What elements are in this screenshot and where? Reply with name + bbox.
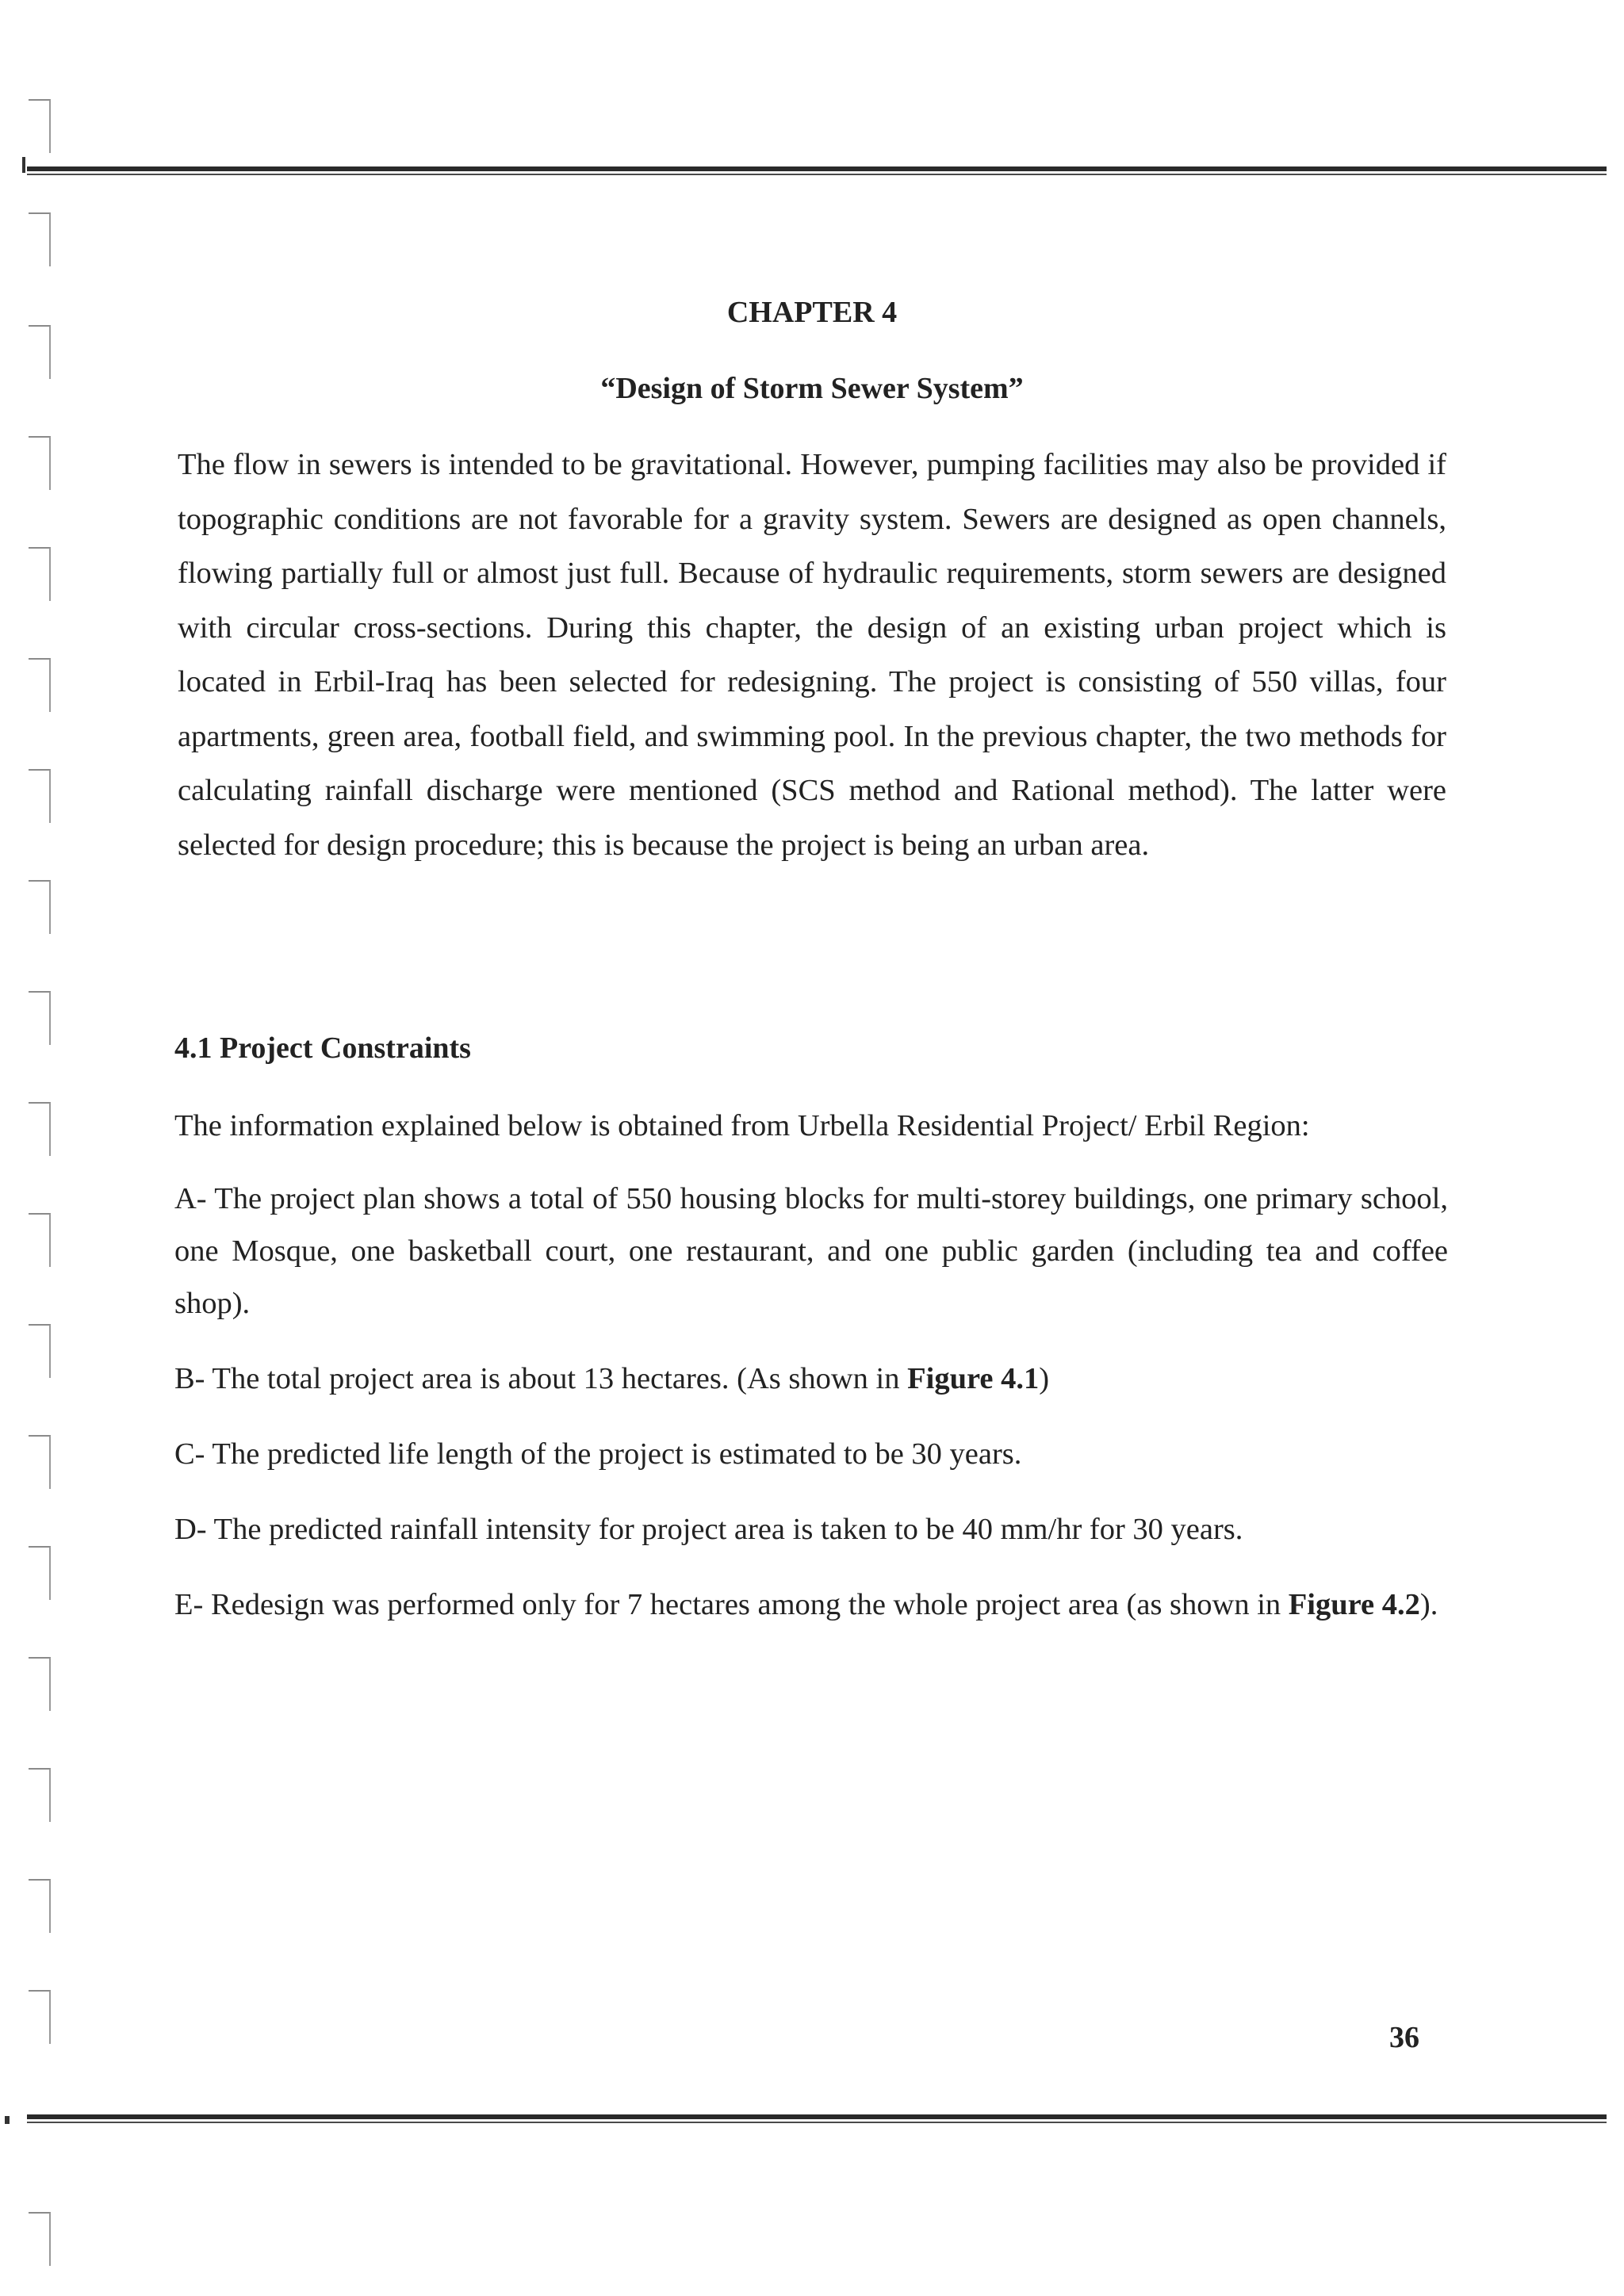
section-lead: The information explained below is obtained from Urbella Residential Project/ Erbil Region: bbox=[174, 1109, 1310, 1142]
constraint-item-e-after: ). bbox=[1419, 1588, 1438, 1621]
binding-mark bbox=[29, 547, 51, 601]
binding-mark bbox=[29, 1546, 51, 1600]
intro-paragraph: The flow in sewers is intended to be gravitational. However, pumping facilities may also be provided if topographic conditions are not favorable for a gravity system. Sewers are designed as open channels, flowing partially full or almost just full. Because of hydraulic requirements, storm sewers are designed with circular cross-sections. During this chapter, the design of an existing urban project which is located in Erbil-Iraq has been selected for redesigning. The project is consisting of 550 villas, four apartments, green area, football field, and swimming pool. In the previous chapter, the two methods for calculating rainfall discharge were mentioned (SCS method and Rational method). The latter were selected for design procedure; this is because the project is being an urban area. bbox=[178, 448, 1446, 862]
binding-mark bbox=[29, 212, 51, 266]
constraint-item-c: C- The predicted life length of the project is estimated to be 30 years. bbox=[174, 1437, 1022, 1471]
binding-mark bbox=[29, 658, 51, 712]
section-body bbox=[174, 1100, 1448, 1654]
chapter-subtitle: “Design of Storm Sewer System” bbox=[600, 372, 1024, 405]
figure-reference: Figure 4.1 bbox=[907, 1362, 1040, 1395]
chapter-title: CHAPTER 4 bbox=[726, 296, 898, 329]
constraint-item-b bbox=[174, 1353, 1448, 1405]
constraint-item-b-after: ) bbox=[1039, 1362, 1050, 1395]
bottom-rule bbox=[27, 2114, 1607, 2123]
binding-mark bbox=[29, 1879, 51, 1933]
binding-mark bbox=[29, 991, 51, 1045]
binding-mark bbox=[29, 1324, 51, 1378]
binding-mark bbox=[29, 1435, 51, 1489]
constraint-item-e bbox=[174, 1578, 1448, 1631]
top-rule bbox=[27, 166, 1607, 175]
constraint-item-a: A- The project plan shows a total of 550 housing blocks for multi-storey buildings, one primary school, one Mosque, one basketball court, one restaurant, and one public garden (including tea and coffee shop). bbox=[174, 1182, 1448, 1320]
bottom-rule-thin bbox=[27, 2122, 1607, 2123]
binding-mark bbox=[29, 880, 51, 934]
constraint-item-d: D- The predicted rainfall intensity for project area is taken to be 40 mm/hr for 30 years. bbox=[174, 1513, 1243, 1546]
binding-mark bbox=[29, 1990, 51, 2044]
binding-mark bbox=[29, 1213, 51, 1267]
page-number: 36 bbox=[1389, 2021, 1419, 2054]
constraint-item-e-text: E- Redesign was performed only for 7 hectares among the whole project area (as shown in bbox=[174, 1588, 1289, 1621]
binding-mark bbox=[29, 1657, 51, 1711]
binding-mark bbox=[29, 769, 51, 823]
binding-mark bbox=[29, 1768, 51, 1822]
binding-mark bbox=[29, 99, 51, 153]
binding-mark bbox=[29, 436, 51, 490]
figure-reference: Figure 4.2 bbox=[1288, 1588, 1420, 1621]
binding-mark bbox=[29, 2212, 51, 2266]
binding-margin-marks bbox=[29, 0, 60, 2296]
constraint-item-b-text: B- The total project area is about 13 hectares. (As shown in bbox=[174, 1362, 908, 1395]
top-rule-thin bbox=[27, 174, 1607, 175]
section-heading: 4.1 Project Constraints bbox=[174, 1031, 471, 1065]
binding-mark bbox=[29, 1102, 51, 1156]
